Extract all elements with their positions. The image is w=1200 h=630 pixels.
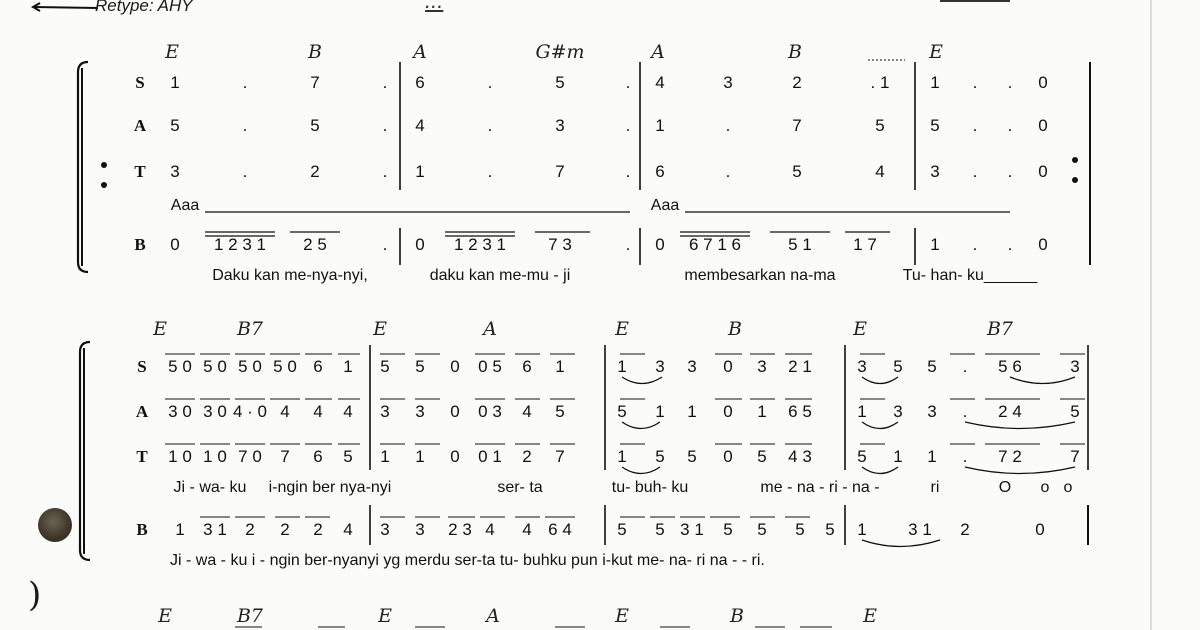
soprano-note: 1 xyxy=(617,357,627,376)
bass-note: 5 xyxy=(723,520,733,539)
chord-symbol: B xyxy=(730,605,744,627)
alto-note: 6 5 xyxy=(788,402,812,421)
soprano-note: . xyxy=(1007,73,1013,92)
soprano-note: . xyxy=(962,357,968,376)
soprano-note: 1 xyxy=(170,73,180,92)
alto-note: 5 xyxy=(617,402,627,421)
soprano-note: . xyxy=(625,73,631,92)
bass-note: 3 xyxy=(380,520,390,539)
part-label: A xyxy=(135,402,149,421)
lyric-line: Ji - wa - ku i - ngin ber-nyanyi yg merdu ser-ta tu- buhku pun i-kut me- na- ri na - - ri. xyxy=(170,552,765,569)
bass-note: 4 xyxy=(343,520,353,539)
soprano-note: 5 0 xyxy=(203,357,227,376)
slur xyxy=(622,377,662,384)
bass-note: 2 3 xyxy=(448,520,472,539)
tenor-note: 1 xyxy=(617,447,627,466)
tenor-note: 1 xyxy=(415,162,425,181)
soprano-note: 5 6 xyxy=(998,357,1022,376)
soprano-note: 2 1 xyxy=(788,357,812,376)
tenor-note: . xyxy=(487,162,493,181)
chord-symbol: E xyxy=(615,318,629,340)
chord-symbol: B xyxy=(308,41,322,63)
tenor-note: 7 xyxy=(555,162,565,181)
alto-note: . xyxy=(725,116,731,135)
tenor-note: . xyxy=(725,162,731,181)
bass-note: 3 1 xyxy=(203,520,227,539)
lyric-syllable: O xyxy=(998,479,1012,496)
tenor-note: 5 xyxy=(343,447,353,466)
chord-symbol: E xyxy=(853,318,867,340)
chord-symbol: A xyxy=(483,318,497,340)
alto-note: 5 xyxy=(930,116,940,135)
bass-note: 7 3 xyxy=(548,235,572,254)
bass-note: 0 xyxy=(415,235,425,254)
slur xyxy=(1010,377,1075,384)
soprano-note: . xyxy=(972,73,978,92)
part-label: T xyxy=(134,162,146,181)
lyric-syllable: ser- ta xyxy=(497,479,543,496)
bass-note: 2 xyxy=(280,520,290,539)
bass-note: 1 2 3 1 xyxy=(214,235,266,254)
bass-note: 1 2 3 1 xyxy=(454,235,506,254)
repeat-dot xyxy=(101,162,107,168)
chord-symbol: B xyxy=(788,41,802,63)
alto-note: 4 xyxy=(313,402,323,421)
tenor-note: 0 xyxy=(1038,162,1048,181)
soprano-note: 5 xyxy=(893,357,903,376)
lyric-syllable: o xyxy=(1063,479,1073,496)
bass-note: 3 1 xyxy=(908,520,932,539)
alto-note: 1 xyxy=(757,402,767,421)
chord-symbol: A xyxy=(486,605,500,627)
alto-note: 4 xyxy=(522,402,532,421)
bass-note: 5 xyxy=(757,520,767,539)
alto-note: 4 xyxy=(280,402,290,421)
tenor-note: 3 xyxy=(930,162,940,181)
bass-note: 4 xyxy=(522,520,532,539)
alto-note: 3 0 xyxy=(203,402,227,421)
tenor-note: 3 xyxy=(170,162,180,181)
slur xyxy=(622,467,660,474)
tenor-note: 6 xyxy=(655,162,665,181)
chord-symbol: E xyxy=(615,605,629,627)
soprano-note: 5 xyxy=(415,357,425,376)
tenor-note: 7 2 xyxy=(998,447,1022,466)
lyric-line: Daku kan me-nya-nyi, xyxy=(212,267,368,284)
alto-note: . xyxy=(487,116,493,135)
alto-note: 1 xyxy=(687,402,697,421)
soprano-note: 0 xyxy=(450,357,460,376)
lyric-syllable: i-ngin ber nya-nyi xyxy=(268,479,392,496)
alto-note: . xyxy=(1007,116,1013,135)
alto-note: 1 xyxy=(655,402,665,421)
alto-note: 4 xyxy=(343,402,353,421)
lyric-syllable: o xyxy=(1040,479,1050,496)
bass-note: 5 xyxy=(617,520,627,539)
soprano-note: 1 xyxy=(930,73,940,92)
sung-syllable: Aaa xyxy=(650,197,680,214)
bass-note: 0 xyxy=(170,235,180,254)
tenor-note: 1 xyxy=(380,447,390,466)
lyric-line: membesarkan na-ma xyxy=(684,267,836,284)
chord-symbol: B7 xyxy=(236,318,264,340)
part-label: B xyxy=(136,520,148,539)
chord-symbol: E xyxy=(165,41,179,63)
chord-symbol: E xyxy=(373,318,387,340)
bass-note: 2 xyxy=(245,520,255,539)
song-title-fragment: ... xyxy=(425,0,444,13)
soprano-note: 5 0 xyxy=(168,357,192,376)
tenor-note: . xyxy=(625,162,631,181)
tenor-note: 5 xyxy=(857,447,867,466)
tenor-note: 4 xyxy=(875,162,885,181)
alto-note: . xyxy=(625,116,631,135)
chord-symbol: E xyxy=(929,41,943,63)
soprano-note: 3 xyxy=(1070,357,1080,376)
soprano-note: 0 5 xyxy=(478,357,502,376)
lyric-syllable: Ji - wa- ku xyxy=(173,479,247,496)
bass-note: 2 xyxy=(313,520,323,539)
slur xyxy=(862,422,898,429)
alto-note: 5 xyxy=(555,402,565,421)
sung-syllable: Aaa xyxy=(170,197,200,214)
alto-note: . xyxy=(242,116,248,135)
bass-note: 5 xyxy=(825,520,835,539)
bass-note: 0 xyxy=(655,235,665,254)
bass-note: 6 4 xyxy=(548,520,572,539)
alto-note: . xyxy=(972,116,978,135)
slur xyxy=(862,467,898,474)
chord-symbol: G#m xyxy=(535,41,585,63)
bass-note: . xyxy=(972,235,978,254)
alto-note: 0 xyxy=(450,402,460,421)
alto-note: 3 xyxy=(893,402,903,421)
bass-note: 2 5 xyxy=(303,235,327,254)
soprano-note: 6 xyxy=(522,357,532,376)
soprano-note: 1 xyxy=(343,357,353,376)
soprano-note: . xyxy=(487,73,493,92)
chord-symbol: B7 xyxy=(986,318,1014,340)
slur xyxy=(965,422,1075,429)
slur xyxy=(862,540,940,547)
bass-note: . xyxy=(1007,235,1013,254)
tenor-note: 5 xyxy=(792,162,802,181)
alto-note: 5 xyxy=(310,116,320,135)
tenor-note: 7 xyxy=(280,447,290,466)
alto-note: 2 4 xyxy=(998,402,1022,421)
chord-symbol: E xyxy=(863,605,877,627)
part-label: A xyxy=(133,116,147,135)
slur xyxy=(862,377,898,384)
alto-note: . xyxy=(382,116,388,135)
bass-note: 6 7 1 6 xyxy=(689,235,741,254)
chord-symbol: B xyxy=(728,318,742,340)
tenor-note: 1 0 xyxy=(203,447,227,466)
chord-symbol: E xyxy=(153,318,167,340)
binder-mark: ) xyxy=(28,575,42,615)
bass-note: 0 xyxy=(1035,520,1045,539)
retype-credit: Retype: AHY xyxy=(95,0,193,15)
alto-note: 0 xyxy=(1038,116,1048,135)
soprano-note: 5 xyxy=(380,357,390,376)
tenor-note: . xyxy=(972,162,978,181)
lyric-syllable: me - na - ri - na - xyxy=(760,479,880,496)
part-label: B xyxy=(134,235,146,254)
alto-note: 3 xyxy=(927,402,937,421)
soprano-note: 2 xyxy=(792,73,802,92)
soprano-note: 0 xyxy=(1038,73,1048,92)
tenor-note: 0 xyxy=(450,447,460,466)
bass-note: 5 1 xyxy=(788,235,812,254)
soprano-note: 3 xyxy=(757,357,767,376)
alto-note: 0 xyxy=(723,402,733,421)
tenor-note: 5 xyxy=(757,447,767,466)
soprano-note: 3 xyxy=(857,357,867,376)
soprano-note: 6 xyxy=(415,73,425,92)
alto-note: . xyxy=(962,402,968,421)
alto-note: 1 xyxy=(857,402,867,421)
chord-symbol: A xyxy=(413,41,427,63)
alto-note: 3 xyxy=(415,402,425,421)
bass-note: 0 xyxy=(1038,235,1048,254)
soprano-note: 5 0 xyxy=(273,357,297,376)
tenor-note: . xyxy=(1007,162,1013,181)
alto-note: 5 xyxy=(170,116,180,135)
bass-note: . xyxy=(625,235,631,254)
tenor-note: 0 1 xyxy=(478,447,502,466)
soprano-note: 6 xyxy=(313,357,323,376)
bass-note: 1 xyxy=(175,520,185,539)
bass-note: 2 xyxy=(960,520,970,539)
bass-note: 3 xyxy=(415,520,425,539)
lyric-syllable: tu- buh- ku xyxy=(611,479,689,496)
repeat-dot xyxy=(1072,157,1078,163)
bass-note: 5 xyxy=(655,520,665,539)
tenor-note: 5 xyxy=(655,447,665,466)
tenor-note: 6 xyxy=(313,447,323,466)
bass-note: 1 7 xyxy=(853,235,877,254)
chord-symbol: B7 xyxy=(236,605,264,627)
tenor-note: 7 xyxy=(555,447,565,466)
tenor-note: 2 xyxy=(522,447,532,466)
soprano-note: 5 xyxy=(927,357,937,376)
alto-note: 3 xyxy=(555,116,565,135)
slur xyxy=(965,467,1075,474)
lyric-line: daku kan me-mu - ji xyxy=(429,267,571,284)
bass-note: 4 xyxy=(485,520,495,539)
lyric-line: Tu- han- ku______ xyxy=(902,267,1038,284)
tenor-note: 4 3 xyxy=(788,447,812,466)
tenor-note: 2 xyxy=(310,162,320,181)
chord-symbol: A xyxy=(651,41,665,63)
tenor-note: 1 xyxy=(415,447,425,466)
chord-symbol: E xyxy=(378,605,392,627)
slur xyxy=(622,422,660,429)
bass-note: 1 xyxy=(930,235,940,254)
part-label: S xyxy=(135,73,145,92)
soprano-note: 3 xyxy=(723,73,733,92)
alto-note: 5 xyxy=(1070,402,1080,421)
alto-note: 4 · 0 xyxy=(232,402,268,421)
tenor-note: 7 xyxy=(1070,447,1080,466)
tenor-note: 5 xyxy=(687,447,697,466)
bass-note: 1 xyxy=(857,520,867,539)
alto-note: 3 0 xyxy=(168,402,192,421)
tenor-note: 1 xyxy=(893,447,903,466)
soprano-note: 7 xyxy=(310,73,320,92)
bass-note: 3 1 xyxy=(680,520,704,539)
tenor-note: . xyxy=(242,162,248,181)
alto-note: 5 xyxy=(875,116,885,135)
soprano-note: 5 xyxy=(555,73,565,92)
part-label: S xyxy=(137,357,147,376)
tenor-note: 1 xyxy=(927,447,937,466)
alto-note: 7 xyxy=(792,116,802,135)
alto-note: 0 3 xyxy=(478,402,502,421)
tenor-note: 7 0 xyxy=(238,447,262,466)
soprano-note: 5 0 xyxy=(238,357,262,376)
bass-note: 5 xyxy=(795,520,805,539)
alto-note: 1 xyxy=(655,116,665,135)
soprano-note: . xyxy=(242,73,248,92)
alto-note: 3 xyxy=(380,402,390,421)
tenor-note: 0 xyxy=(723,447,733,466)
tenor-note: 1 0 xyxy=(168,447,192,466)
soprano-note: 4 xyxy=(655,73,665,92)
repeat-dot xyxy=(1072,177,1078,183)
tenor-note: . xyxy=(382,162,388,181)
alto-note: 4 xyxy=(415,116,425,135)
repeat-dot xyxy=(101,182,107,188)
part-label: T xyxy=(136,447,148,466)
soprano-note: 3 xyxy=(687,357,697,376)
lyric-syllable: ri xyxy=(930,479,940,496)
bass-note: . xyxy=(382,235,388,254)
tenor-note: . xyxy=(962,447,968,466)
soprano-note: . 1 xyxy=(870,73,890,92)
soprano-note: 1 xyxy=(555,357,565,376)
chord-symbol: E xyxy=(158,605,172,627)
soprano-note: 0 xyxy=(723,357,733,376)
soprano-note: . xyxy=(382,73,388,92)
soprano-note: 3 xyxy=(655,357,665,376)
